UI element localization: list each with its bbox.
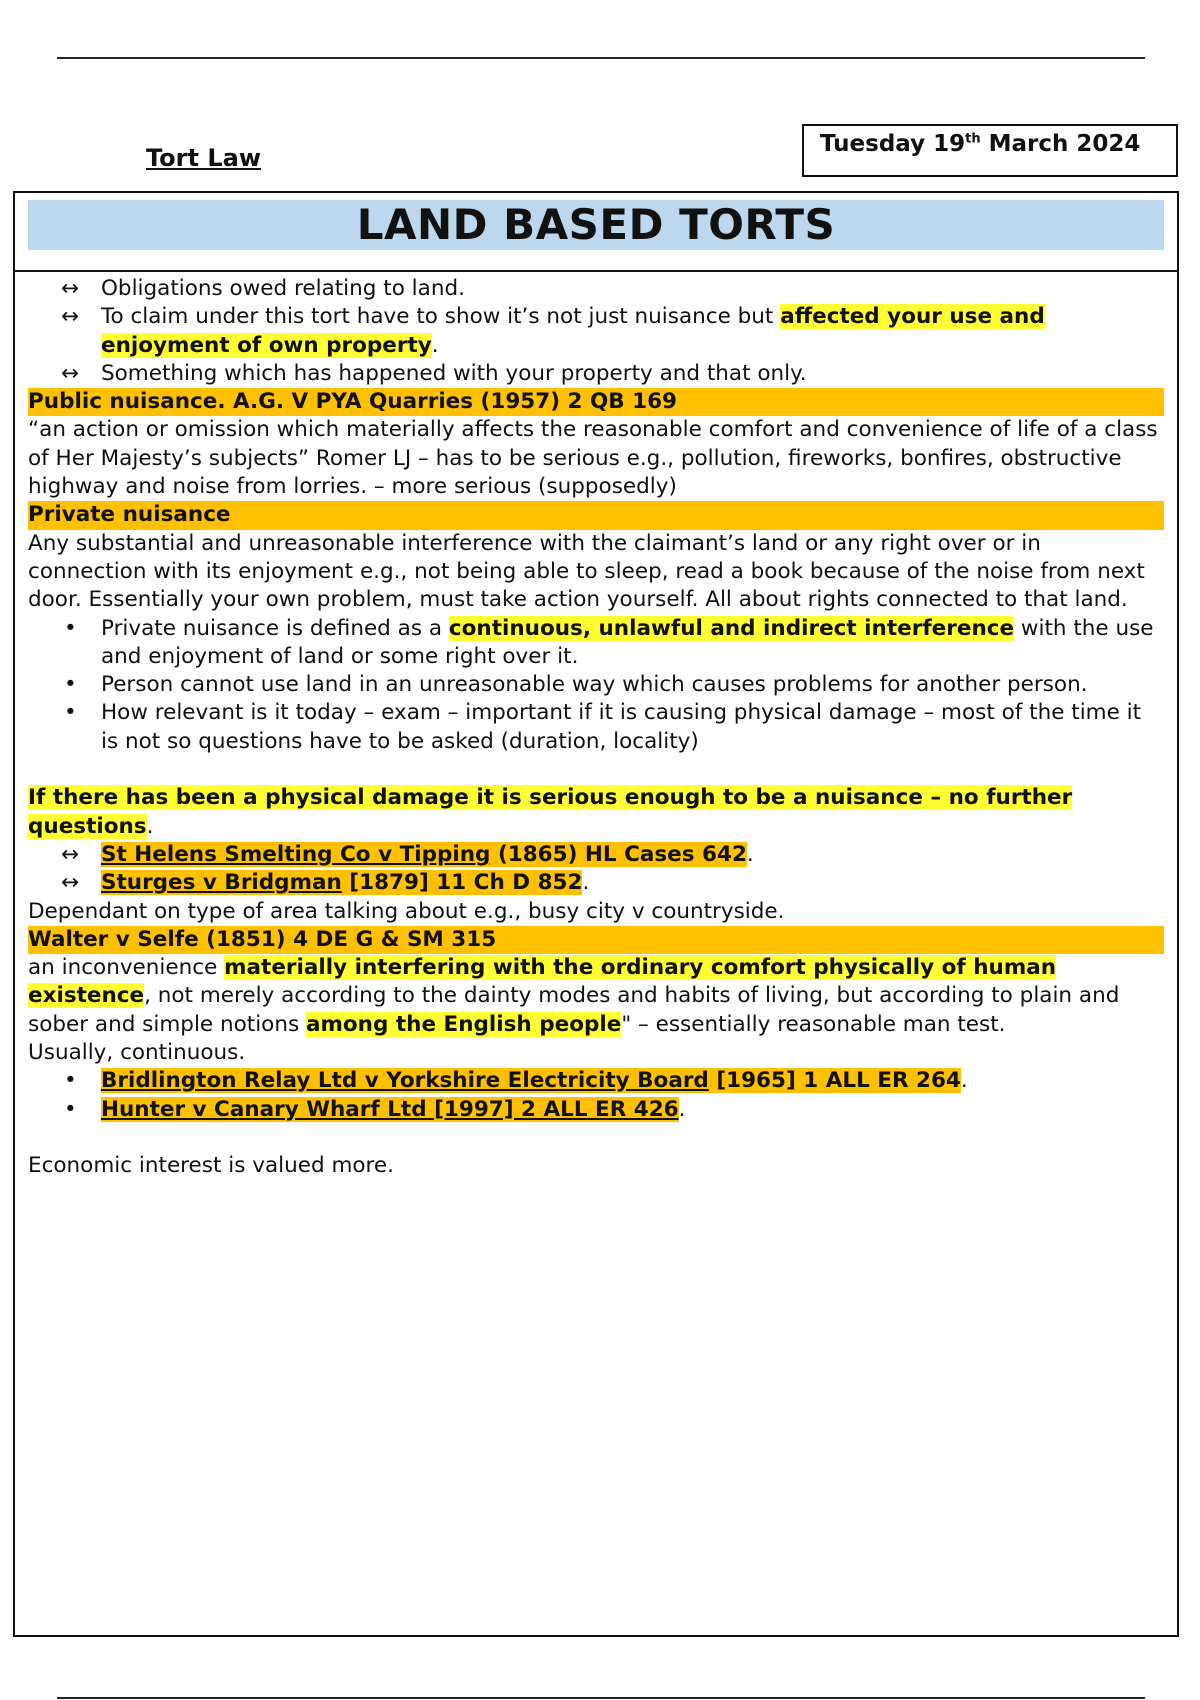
case-item xyxy=(28,841,1164,869)
double-arrow-icon: ↔ xyxy=(61,304,80,330)
double-arrow-icon: ↔ xyxy=(61,870,80,896)
walter-quote xyxy=(28,954,1164,1039)
bullet-text: with the use and enjoyment of land or some right over it. xyxy=(101,615,1154,669)
case-citation: (1865) HL Cases 642 xyxy=(490,841,747,867)
bullet-icon: • xyxy=(64,1096,77,1122)
notes-frame xyxy=(13,191,1179,1637)
heading-text: Public nuisance xyxy=(28,389,218,415)
continuous-note: Usually, continuous. xyxy=(28,1040,246,1066)
highlight-text: If there has been a physical damage it is serious enough to be a nuisance – no further questions xyxy=(28,785,1073,839)
intro-item-text: Something which has happened with your property and that only. xyxy=(101,360,807,386)
highlight-text: materially interfering with the ordinary comfort physically of human existence xyxy=(28,955,1057,1009)
double-arrow-icon: ↔ xyxy=(61,841,80,867)
case-item xyxy=(28,1096,1164,1124)
private-nuisance-body: Any substantial and unreasonable interference with the claimant’s land or any right over or in connection with its enjoyment e.g., not being able to sleep, read a book because of the noise from next door. Essentially your own problem, must take action yourself. All about rights connected to that land. xyxy=(28,530,1145,613)
header-rule xyxy=(57,57,1145,59)
highlight-text: affected your use and enjoyment of own property xyxy=(101,304,1045,358)
date-ordinal: th xyxy=(965,131,981,147)
highlight-text: among the English people xyxy=(306,1011,622,1037)
subject-label: Tort Law xyxy=(146,144,261,172)
date-month-year: March 2024 xyxy=(980,131,1141,157)
bullet-item xyxy=(28,615,1164,672)
double-arrow-icon: ↔ xyxy=(61,360,80,386)
double-arrow-icon: ↔ xyxy=(61,276,80,301)
note-text: . xyxy=(146,813,154,839)
bullet-icon: • xyxy=(64,700,77,726)
date-day: Tuesday 19 xyxy=(820,131,966,157)
bullet-icon: • xyxy=(64,1068,77,1094)
closing-note: Economic interest is valued more. xyxy=(28,1153,394,1179)
case-end: . xyxy=(678,1096,686,1122)
bullet-text: How relevant is it today – exam – important if it is causing physical damage – most of the time it is not so questions have to be asked (duration, locality) xyxy=(101,700,1142,754)
date-box xyxy=(802,124,1178,177)
case-name: St Helens Smelting Co v Tipping xyxy=(101,841,491,867)
spacer xyxy=(28,756,1164,784)
private-nuisance-heading: Private nuisance xyxy=(28,501,1164,529)
locality-note: Dependant on type of area talking about e.g., busy city v countryside. xyxy=(28,898,785,924)
case-item xyxy=(28,1067,1164,1095)
case-end: . xyxy=(960,1068,968,1094)
notes-body xyxy=(15,272,1177,1181)
walter-v-selfe-heading: Walter v Selfe (1851) 4 DE G & SM 315 xyxy=(28,926,1164,954)
bullet-icon: • xyxy=(64,615,77,641)
page-title: LAND BASED TORTS xyxy=(28,200,1164,250)
quote-text: an inconvenience xyxy=(28,955,225,981)
quote-text: " – essentially reasonable man test. xyxy=(621,1011,1006,1037)
footer-rule xyxy=(57,1697,1145,1699)
public-nuisance-body: “an action or omission which materially affects the reasonable comfort and convenience of life of a class of Her Majesty’s subjects” Romer LJ – has to be serious e.g., pollution, fireworks, bonfires, obstructive highway and noise from lorries. – more serious (supposedly) xyxy=(28,417,1158,500)
intro-item-text: Obligations owed relating to land. xyxy=(101,276,465,301)
case-citation: [1879] 11 Ch D 852 xyxy=(341,870,583,896)
case-end: . xyxy=(746,841,754,867)
intro-item-text: To claim under this tort have to show it’s not just nuisance but xyxy=(101,304,781,330)
spacer xyxy=(28,1124,1164,1152)
case-name: Sturges v Bridgman xyxy=(101,870,342,896)
case-end: . xyxy=(582,870,590,896)
intro-item-text: . xyxy=(431,332,439,358)
bullet-item xyxy=(28,671,1164,699)
physical-damage-note xyxy=(28,784,1164,841)
case-name: Hunter v Canary Wharf Ltd [1997] 2 ALL ER 426 xyxy=(101,1096,679,1122)
highlight-text: continuous, unlawful and indirect interference xyxy=(448,615,1015,641)
case-name: Bridlington Relay Ltd v Yorkshire Electricity Board xyxy=(101,1068,709,1094)
bullet-text: Person cannot use land in an unreasonable way which causes problems for another person. xyxy=(101,672,1088,698)
case-item xyxy=(28,869,1164,897)
bullet-item xyxy=(28,699,1164,756)
heading-citation: . A.G. V PYA Quarries (1957) 2 QB 169 xyxy=(217,389,678,415)
intro-item xyxy=(28,303,1164,360)
public-nuisance-heading xyxy=(28,388,1164,416)
title-row xyxy=(15,193,1177,272)
bullet-icon: • xyxy=(64,672,77,698)
case-citation: [1965] 1 ALL ER 264 xyxy=(708,1068,961,1094)
intro-item xyxy=(28,275,1164,303)
bullet-text: Private nuisance is defined as a xyxy=(101,615,449,641)
quote-text: , not merely according to the dainty modes and habits of living, but according to plain and sober and simple notions xyxy=(28,983,1120,1037)
intro-item xyxy=(28,360,1164,388)
